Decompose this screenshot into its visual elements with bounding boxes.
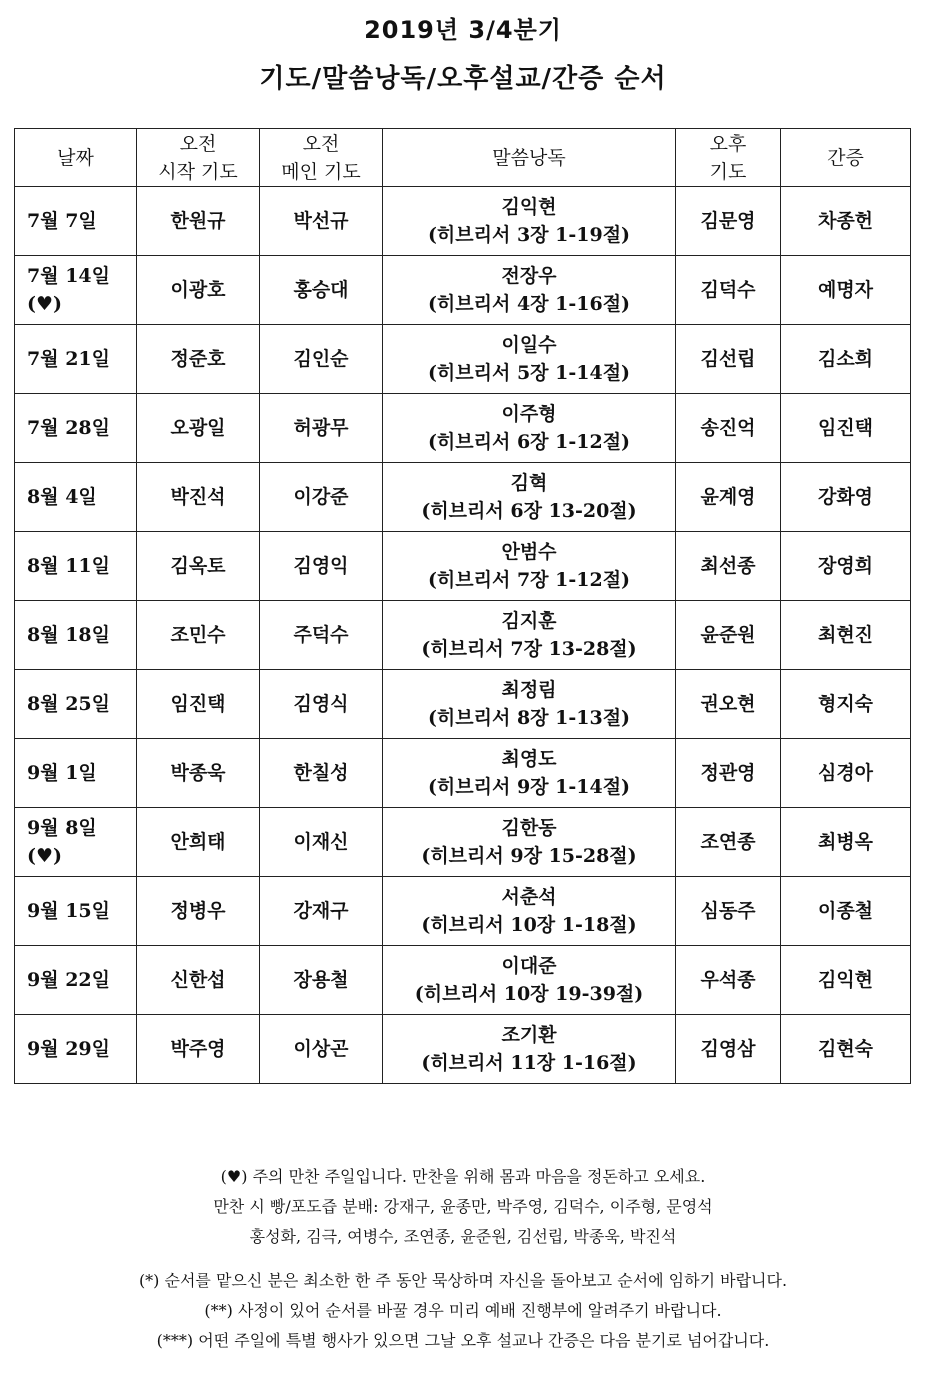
notes-section — [0, 1162, 926, 1356]
am-main-prayer-cell: 강재구 — [260, 877, 383, 946]
schedule-rows — [15, 187, 911, 1084]
reader-name: 김혁 — [510, 472, 548, 494]
reader-name: 최정림 — [501, 679, 557, 701]
reading-passage: (히브리서 4장 1-16절) — [427, 293, 631, 315]
date-text: 8월 4일 — [27, 486, 97, 508]
table-row — [15, 532, 911, 601]
table-row — [15, 808, 911, 877]
header-reading — [383, 129, 676, 187]
am-opening-prayer-cell: 오광일 — [137, 394, 260, 463]
header-am-main-line2: 메인 기도 — [281, 160, 361, 183]
reader-name: 이대준 — [501, 955, 557, 977]
date-cell — [15, 256, 137, 325]
date-cell — [15, 670, 137, 739]
reading-passage: (히브리서 3장 1-19절) — [427, 224, 631, 246]
reader-name: 이일수 — [501, 334, 557, 356]
am-main-prayer-cell: 홍승대 — [260, 256, 383, 325]
table-row — [15, 877, 911, 946]
am-opening-prayer-cell: 정준호 — [137, 325, 260, 394]
testimony-cell: 최병옥 — [781, 808, 911, 877]
date-cell — [15, 325, 137, 394]
table-row — [15, 601, 911, 670]
footnote-3: (***) 어떤 주일에 특별 행사가 있으면 그날 오후 설교나 간증은 다음 분기로 넘어갑니다. — [156, 1331, 770, 1350]
table-row — [15, 670, 911, 739]
header-date — [15, 129, 137, 187]
reading-passage: (히브리서 6장 1-12절) — [427, 431, 631, 453]
am-main-prayer-cell: 김영익 — [260, 532, 383, 601]
am-opening-prayer-cell: 김옥토 — [137, 532, 260, 601]
date-cell — [15, 808, 137, 877]
pm-prayer-cell: 윤준원 — [676, 601, 781, 670]
header-am-opening-line1: 오전 — [179, 132, 217, 155]
am-main-prayer-cell: 이재신 — [260, 808, 383, 877]
am-opening-prayer-cell: 박종욱 — [137, 739, 260, 808]
testimony-cell: 차종헌 — [781, 187, 911, 256]
reading-passage: (히브리서 9장 15-28절) — [421, 845, 637, 867]
testimony-cell: 형지숙 — [781, 670, 911, 739]
header-am-opening-line2: 시작 기도 — [158, 160, 238, 183]
date-text: 8월 18일 — [27, 624, 110, 646]
reader-name: 조기환 — [501, 1024, 557, 1046]
date-cell — [15, 877, 137, 946]
reading-cell — [383, 394, 676, 463]
date-cell — [15, 394, 137, 463]
am-opening-prayer-cell: 이광호 — [137, 256, 260, 325]
table-row — [15, 325, 911, 394]
am-main-prayer-cell: 이강준 — [260, 463, 383, 532]
pm-prayer-cell: 최선종 — [676, 532, 781, 601]
testimony-cell: 김익현 — [781, 946, 911, 1015]
date-text: 7월 7일 — [27, 210, 97, 232]
header-testimony — [781, 129, 911, 187]
header-am-opening-prayer — [137, 129, 260, 187]
header-reading-label: 말씀낭독 — [492, 146, 566, 169]
testimony-cell: 심경아 — [781, 739, 911, 808]
reading-passage: (히브리서 11장 1-16절) — [421, 1052, 637, 1074]
am-main-prayer-cell: 한칠성 — [260, 739, 383, 808]
header-pm-prayer — [676, 129, 781, 187]
pm-prayer-cell: 우석종 — [676, 946, 781, 1015]
header-testimony-label: 간증 — [827, 146, 864, 169]
reading-cell — [383, 601, 676, 670]
date-cell — [15, 1015, 137, 1084]
date-text: 9월 1일 — [27, 762, 97, 784]
reader-name: 최영도 — [501, 748, 557, 770]
page-title: 2019년 3/4분기 — [364, 16, 562, 44]
am-opening-prayer-cell: 박주영 — [137, 1015, 260, 1084]
testimony-cell: 김현숙 — [781, 1015, 911, 1084]
table-row — [15, 739, 911, 808]
pm-prayer-cell: 송진억 — [676, 394, 781, 463]
heart-icon: (♥) — [27, 293, 63, 315]
reading-cell — [383, 463, 676, 532]
reader-name: 안범수 — [501, 541, 557, 563]
header-row — [15, 129, 911, 187]
date-cell — [15, 739, 137, 808]
am-main-prayer-cell: 장용철 — [260, 946, 383, 1015]
date-text: 7월 14일 — [27, 265, 110, 287]
am-opening-prayer-cell: 한원규 — [137, 187, 260, 256]
table-row — [15, 394, 911, 463]
pm-prayer-cell: 김영삼 — [676, 1015, 781, 1084]
header-pm-line2: 기도 — [709, 160, 747, 183]
pm-prayer-cell: 조연종 — [676, 808, 781, 877]
pm-prayer-cell: 권오현 — [676, 670, 781, 739]
am-opening-prayer-cell: 정병우 — [137, 877, 260, 946]
schedule-table — [14, 128, 911, 1084]
am-main-prayer-cell: 김영식 — [260, 670, 383, 739]
heart-icon: (♥) — [27, 845, 63, 867]
date-cell — [15, 532, 137, 601]
testimony-cell: 예명자 — [781, 256, 911, 325]
table-row — [15, 463, 911, 532]
pm-prayer-cell: 김덕수 — [676, 256, 781, 325]
reading-cell — [383, 325, 676, 394]
reading-passage: (히브리서 6장 13-20절) — [421, 500, 637, 522]
date-cell — [15, 601, 137, 670]
date-text: 7월 21일 — [27, 348, 110, 370]
table-row — [15, 187, 911, 256]
reading-cell — [383, 532, 676, 601]
pm-prayer-cell: 정관영 — [676, 739, 781, 808]
reader-name: 전장우 — [501, 265, 557, 287]
am-opening-prayer-cell: 임진택 — [137, 670, 260, 739]
reading-passage: (히브리서 7장 13-28절) — [421, 638, 637, 660]
reading-cell — [383, 187, 676, 256]
distribution-note-1: 만찬 시 빵/포도즙 분배: 강재구, 윤종만, 박주영, 김덕수, 이주형, 문영석 — [213, 1197, 713, 1216]
reading-passage: (히브리서 10장 1-18절) — [421, 914, 637, 936]
pm-prayer-cell: 심동주 — [676, 877, 781, 946]
date-text: 8월 11일 — [27, 555, 110, 577]
am-opening-prayer-cell: 조민수 — [137, 601, 260, 670]
am-opening-prayer-cell: 박진석 — [137, 463, 260, 532]
reading-cell — [383, 808, 676, 877]
pm-prayer-cell: 윤계영 — [676, 463, 781, 532]
distribution-note-2: 홍성화, 김극, 여병수, 조연종, 윤준원, 김선립, 박종욱, 박진석 — [249, 1227, 677, 1246]
date-text: 9월 22일 — [27, 969, 110, 991]
header-am-main-line1: 오전 — [302, 132, 340, 155]
date-cell — [15, 187, 137, 256]
reader-name: 김익현 — [501, 196, 557, 218]
header-pm-line1: 오후 — [709, 132, 747, 155]
am-opening-prayer-cell: 신한섭 — [137, 946, 260, 1015]
reading-passage: (히브리서 9장 1-14절) — [427, 776, 631, 798]
date-text: 7월 28일 — [27, 417, 110, 439]
footnote-2: (**) 사정이 있어 순서를 바꿀 경우 미리 예배 진행부에 알려주기 바랍니다. — [204, 1301, 722, 1320]
testimony-cell: 이종철 — [781, 877, 911, 946]
reading-cell — [383, 946, 676, 1015]
am-main-prayer-cell: 박선규 — [260, 187, 383, 256]
table-row — [15, 256, 911, 325]
lords-supper-note: (♥) 주의 만찬 주일입니다. 만찬을 위해 몸과 마음을 정돈하고 오세요. — [220, 1167, 706, 1186]
date-text: 9월 29일 — [27, 1038, 110, 1060]
reading-passage: (히브리서 7장 1-12절) — [427, 569, 631, 591]
testimony-cell: 장영희 — [781, 532, 911, 601]
reader-name: 김한동 — [501, 817, 557, 839]
pm-prayer-cell: 김선립 — [676, 325, 781, 394]
testimony-cell: 최현진 — [781, 601, 911, 670]
footnote-1: (*) 순서를 맡으신 분은 최소한 한 주 동안 묵상하며 자신을 돌아보고 순서에 임하기 바랍니다. — [138, 1271, 788, 1290]
date-cell — [15, 463, 137, 532]
reading-cell — [383, 670, 676, 739]
page-subtitle: 기도/말씀낭독/오후설교/간증 순서 — [259, 64, 667, 94]
reading-passage: (히브리서 5장 1-14절) — [427, 362, 631, 384]
date-cell — [15, 946, 137, 1015]
header-date-label: 날짜 — [57, 146, 94, 169]
reading-passage: (히브리서 10장 19-39절) — [414, 983, 644, 1005]
reading-cell — [383, 877, 676, 946]
pm-prayer-cell: 김문영 — [676, 187, 781, 256]
reading-cell — [383, 1015, 676, 1084]
table-row — [15, 1015, 911, 1084]
am-opening-prayer-cell: 안희태 — [137, 808, 260, 877]
reader-name: 이주형 — [501, 403, 557, 425]
reading-passage: (히브리서 8장 1-13절) — [427, 707, 631, 729]
reader-name: 서춘석 — [501, 886, 557, 908]
date-text: 9월 15일 — [27, 900, 110, 922]
am-main-prayer-cell: 김인순 — [260, 325, 383, 394]
table-row — [15, 946, 911, 1015]
am-main-prayer-cell: 주덕수 — [260, 601, 383, 670]
testimony-cell: 강화영 — [781, 463, 911, 532]
reader-name: 김지훈 — [501, 610, 557, 632]
am-main-prayer-cell: 이상곤 — [260, 1015, 383, 1084]
date-text: 8월 25일 — [27, 693, 110, 715]
am-main-prayer-cell: 허광무 — [260, 394, 383, 463]
header-am-main-prayer — [260, 129, 383, 187]
reading-cell — [383, 256, 676, 325]
date-text: 9월 8일 — [27, 817, 97, 839]
testimony-cell: 임진택 — [781, 394, 911, 463]
reading-cell — [383, 739, 676, 808]
testimony-cell: 김소희 — [781, 325, 911, 394]
